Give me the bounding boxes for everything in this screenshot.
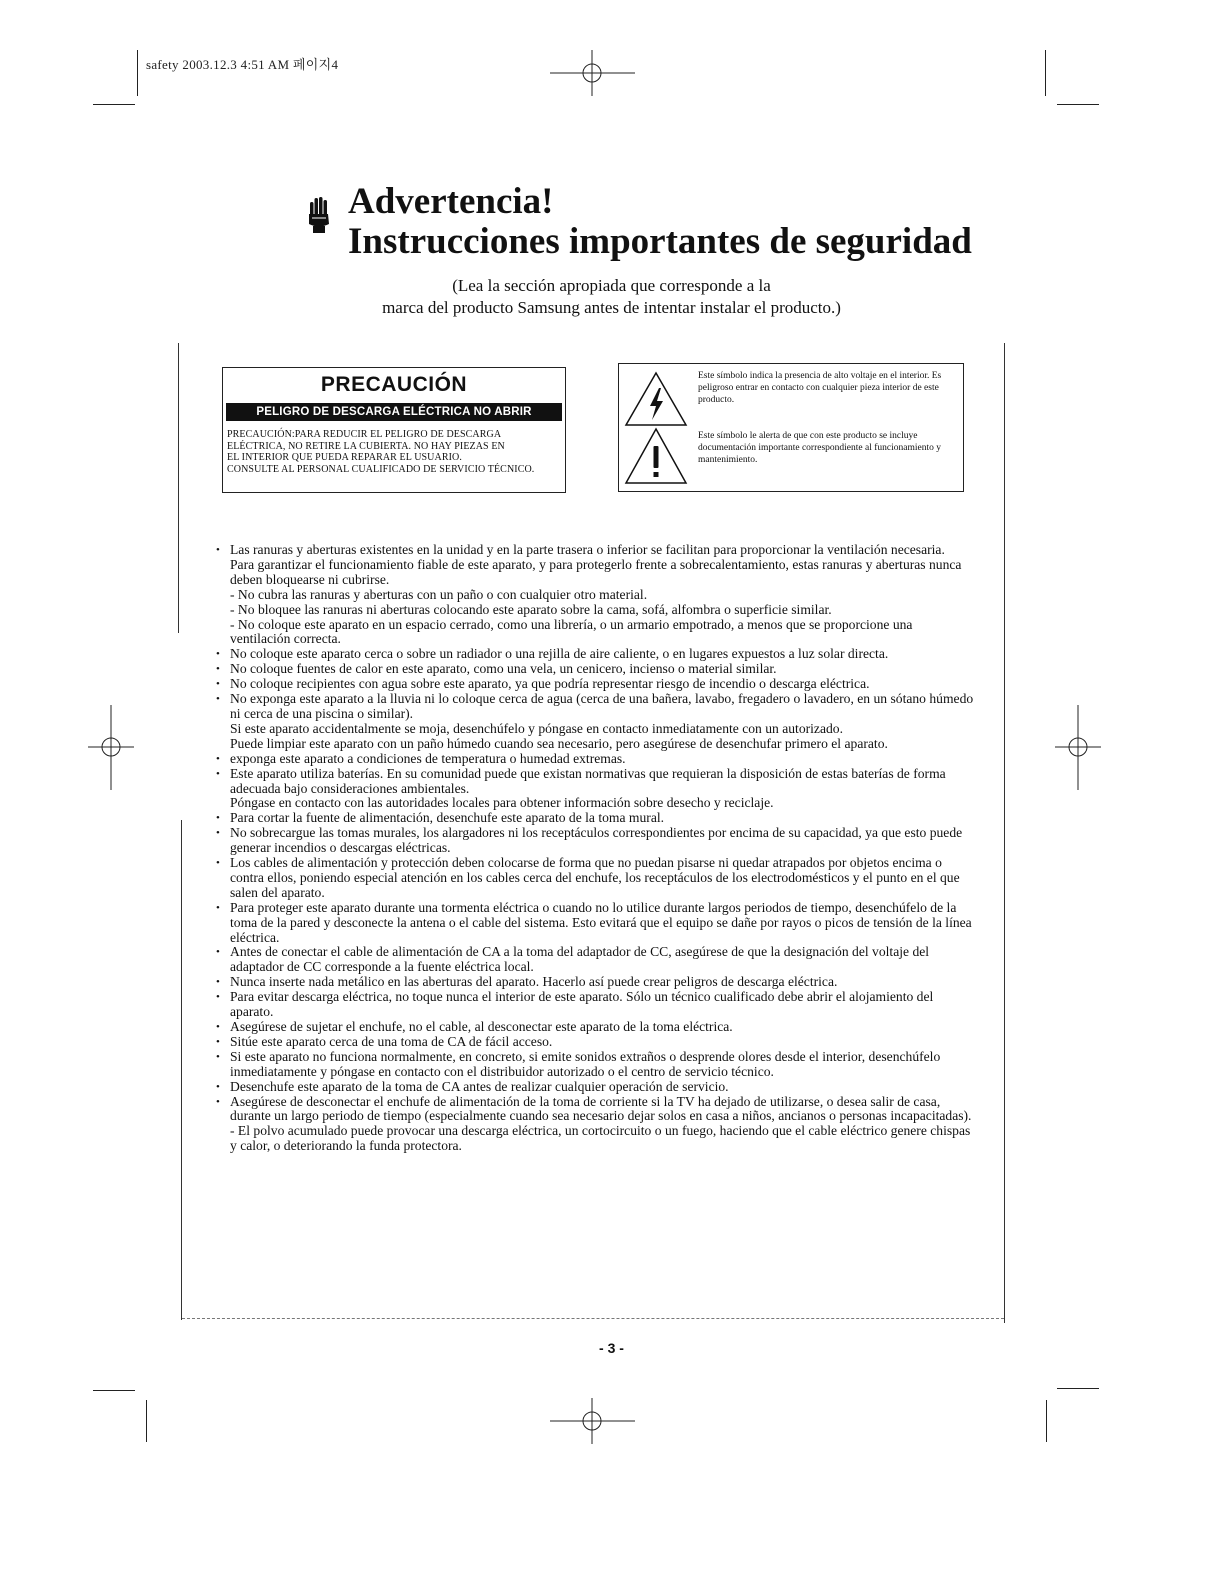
lightning-warning-icon	[623, 370, 689, 428]
safety-rule-item	[216, 647, 974, 662]
safety-rule-text: Antes de conectar el cable de alimentación de CA a la toma del adaptador de CC, asegúrese de que la designación del voltaje del adaptador de CC corresponde a la fuente eléctrica local.	[230, 944, 930, 975]
crop-mark	[146, 1400, 147, 1442]
safety-rule-text: Si este aparato no funciona normalmente, en concreto, si emite sonidos extraños o desprende olores desde el interior, desenchúfelo inmediatamente y póngase en contacto con el distribuidor autorizado o el centro de servicio técnico.	[230, 1048, 941, 1079]
safety-rule-item	[216, 1035, 974, 1050]
caution-title: PRECAUCIÓN	[320, 373, 468, 396]
safety-rule-item	[216, 662, 974, 677]
safety-rule-text: Las ranuras y aberturas existentes en la unidad y en la parte trasera o inferior se facilitan para proporcionar la ventilación necesaria.	[230, 542, 945, 557]
safety-rules-list	[216, 543, 974, 1154]
alert-symbol-text: Este símbolo le alerta de que con este producto se incluye documentación importante correspondiente al funcionamiento y mantenimiento.	[698, 431, 941, 465]
safety-rule-item	[216, 1020, 974, 1035]
safety-rule-item	[216, 975, 974, 990]
safety-rule-paragraph: Puede limpiar este aparato con un paño húmedo cuando sea necesario, pero asegúrese de desenchufar primero el aparato.	[230, 735, 888, 751]
registration-mark-top	[545, 48, 640, 98]
print-slug: safety 2003.12.3 4:51 AM 페이지4	[146, 57, 339, 72]
safety-rule-text: Los cables de alimentación y protección deben colocarse de forma que no puedan pisarse ni quedar atrapados por objetos encima o contra ellos, poniendo especial atención en los cables cerca del enchufe, los receptáculos de los electrodomésticos y el punto en el que salen del aparato.	[230, 855, 960, 900]
voltage-symbol-text: Este símbolo indica la presencia de alto voltaje en el interior. Es peligroso entrar en contacto con cualquier pieza interior de este producto.	[698, 371, 942, 405]
safety-rule-item	[216, 826, 974, 856]
safety-rule-paragraph: Póngase en contacto con las autoridades locales para obtener información sobre desecho y reciclaje.	[230, 795, 774, 811]
caution-line: CONSULTE AL PERSONAL CUALIFICADO DE SERVICIO TÉCNICO.	[227, 463, 535, 475]
registration-mark-left	[86, 700, 136, 795]
safety-rule-text: No sobrecargue las tomas murales, los alargadores ni los receptáculos correspondientes por encima de su capacidad, ya que esto puede generar incendios o descargas eléctricas.	[230, 825, 963, 856]
frame-line	[181, 820, 182, 1320]
safety-rule-text: Nunca inserte nada metálico en las aberturas del aparato. Hacerlo así puede crear peligros de descarga eléctrica.	[230, 974, 838, 990]
safety-rule-item	[216, 692, 974, 752]
safety-rule-text: Sitúe este aparato cerca de una toma de CA de fácil acceso.	[230, 1033, 553, 1049]
caution-text	[227, 429, 561, 475]
safety-rule-subitem: - No bloquee las ranuras ni aberturas colocando este aparato sobre la cama, sofá, alfombra o superficie similar.	[230, 601, 832, 617]
symbols-box	[618, 363, 964, 492]
safety-rule-item	[216, 1050, 974, 1080]
frame-line	[182, 1318, 1004, 1319]
page-subtitle-heading: Instrucciones importantes de seguridad	[348, 221, 972, 262]
frame-line	[178, 343, 179, 633]
safety-rule-text: Desenchufe este aparato de la toma de CA antes de realizar cualquier operación de servicio.	[230, 1078, 729, 1094]
safety-rule-item	[216, 677, 974, 692]
safety-rule-item	[216, 811, 974, 826]
safety-rule-item	[216, 752, 974, 767]
caution-line: PRECAUCIÓN:PARA REDUCIR EL PELIGRO DE DESCARGA	[227, 429, 502, 440]
safety-rule-text: Para proteger este aparato durante una tormenta eléctrica o cuando no lo utilice durante largos periodos de tiempo, desenchúfelo de la toma de la pared y desconecte la antena o el cable del sistema. Esto evitará que el equipo se dañe por rayos o picos de tensión de la línea eléctrica.	[230, 899, 972, 945]
frame-line	[1004, 343, 1005, 1323]
safety-rule-item	[216, 990, 974, 1020]
safety-rule-text: No coloque recipientes con agua sobre este aparato, ya que podría representar riesgo de incendio o descarga eléctrica.	[230, 676, 870, 692]
safety-rule-subitem: - No cubra las ranuras y aberturas con un paño o con cualquier otro material.	[230, 586, 648, 602]
safety-rule-text: No coloque este aparato cerca o sobre un radiador o una rejilla de aire caliente, o en lugares expuestos a luz solar directa.	[230, 646, 889, 662]
safety-rule-text: Este aparato utiliza baterías. En su comunidad puede que existan normativas que requieran la disposición de estas baterías de forma adecuada bajo consideraciones ambientales.	[230, 765, 946, 796]
crop-mark	[1057, 104, 1099, 105]
safety-rule-item	[216, 767, 974, 812]
safety-rule-item	[216, 856, 974, 901]
safety-rule-subitem: - El polvo acumulado puede provocar una descarga eléctrica, un cortocircuito o un fuego, haciendo que el cable eléctrico genere chispas y calor, o deteriorando la funda protectora.	[230, 1123, 971, 1154]
exclamation-warning-icon	[623, 426, 689, 486]
warning-hand-icon	[306, 196, 332, 234]
caution-line: ELÉCTRICA, NO RETIRE LA CUBIERTA. NO HAY PIEZAS EN	[227, 440, 505, 452]
safety-rule-subitem: - No coloque este aparato en un espacio cerrado, como una librería, o un armario empotrado, a menos que se proporcione una ventilación correcta.	[230, 616, 913, 647]
registration-mark-right	[1053, 700, 1103, 795]
registration-mark-bottom	[545, 1396, 640, 1446]
safety-rule-paragraph: Para garantizar el funcionamiento fiable de este aparato, y para protegerlo frente a sobrecalentamiento, estas ranuras y aberturas nunca deben bloquearse ni cubrirse.	[230, 556, 962, 587]
crop-mark	[93, 1390, 135, 1391]
intro-line-2: marca del producto Samsung antes de intentar instalar el producto.)	[382, 298, 841, 317]
crop-mark	[1057, 1388, 1099, 1389]
safety-rule-paragraph: Si este aparato accidentalmente se moja, desenchúfelo y póngase en contacto inmediatamente con un autorizado.	[230, 720, 843, 736]
page-title: Advertencia!	[348, 181, 554, 222]
caution-box	[222, 367, 566, 493]
crop-mark	[1046, 1400, 1047, 1442]
page-number: - 3 -	[599, 1340, 624, 1356]
safety-rule-item	[216, 543, 974, 647]
safety-rule-text: Asegúrese de sujetar el enchufe, no el cable, al desconectar este aparato de la toma eléctrica.	[230, 1019, 733, 1034]
crop-mark	[93, 104, 135, 105]
intro-line-1: (Lea la sección apropiada que corresponde a la	[452, 276, 771, 295]
safety-rule-item	[216, 1095, 974, 1155]
crop-mark	[137, 50, 138, 96]
crop-mark	[1045, 50, 1046, 96]
caution-line: EL INTERIOR QUE PUEDA REPARAR EL USUARIO.	[227, 452, 462, 463]
safety-rule-text: Asegúrese de desconectar el enchufe de alimentación de la toma de corriente si la TV ha dejado de utilizarse, o desea salir de casa, durante un largo periodo de tiempo (especialmente cuando sea necesario dejar solos en casa a niños, ancianos o personas incapacitadas).	[230, 1093, 972, 1124]
safety-rule-text: No exponga este aparato a la lluvia ni lo coloque cerca de agua (cerca de una bañera, lavabo, fregadero o lavadero, en un sótano húmedo ni cerca de una piscina o similar).	[230, 691, 974, 721]
safety-rule-item	[216, 1080, 974, 1095]
safety-rule-text: Para cortar la fuente de alimentación, desenchufe este aparato de la toma mural.	[230, 810, 665, 826]
safety-rule-text: exponga este aparato a condiciones de temperatura o humedad extremas.	[230, 750, 626, 766]
caution-bar: PELIGRO DE DESCARGA ELÉCTRICA NO ABRIR	[226, 403, 562, 421]
safety-rule-text: Para evitar descarga eléctrica, no toque nunca el interior de este aparato. Sólo un técnico cualificado debe abrir el alojamiento del aparato.	[230, 989, 934, 1020]
safety-rule-item	[216, 945, 974, 975]
safety-rule-item	[216, 901, 974, 946]
safety-rule-text: No coloque fuentes de calor en este aparato, como una vela, un cenicero, incienso o material similar.	[230, 661, 777, 677]
